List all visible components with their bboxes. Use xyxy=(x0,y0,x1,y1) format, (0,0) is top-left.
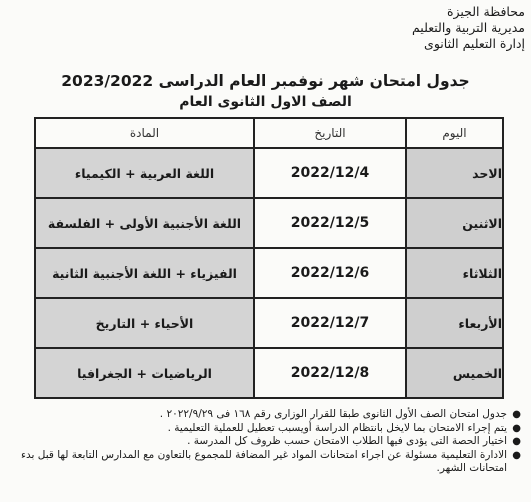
note-text: يتم إجراء الامتحان بما لايخل بانتظام الدراسة أويسبب تعطيل للعملية التعليمية . xyxy=(167,421,507,434)
list-item xyxy=(0,435,521,449)
bullet-icon: ● xyxy=(512,422,521,434)
date-cell: 2022/12/8 xyxy=(254,348,406,398)
note-text: الادارة التعليمية مسئولة عن اجراء امتحانات المواد غير المضافة للمجموع بالتعاون مع المدارس التابعة لها قبل بدء امتحانات الشهر. xyxy=(21,448,507,474)
administration-line: إدارة التعليم الثانوى xyxy=(424,36,525,51)
date-cell: 2022/12/7 xyxy=(254,298,406,348)
subject-cell: الرياضيات + الجغرافيا xyxy=(35,348,254,398)
table-row xyxy=(35,148,503,198)
issuing-authority xyxy=(412,4,525,52)
table-header-row xyxy=(35,118,503,148)
date-cell: 2022/12/4 xyxy=(254,148,406,198)
table-row xyxy=(35,198,503,248)
day-cell: الثلاثاء xyxy=(406,248,503,298)
list-item xyxy=(0,408,521,422)
document-title: جدول امتحان شهر نوفمبر العام الدراسى 2023/2022 xyxy=(61,72,470,90)
document-subtitle: الصف الاول الثانوى العام xyxy=(179,94,352,110)
governorate-line: محافظة الجيزة xyxy=(446,4,525,19)
list-item xyxy=(0,421,521,436)
date-cell: 2022/12/5 xyxy=(254,198,406,248)
day-cell: الأربعاء xyxy=(406,298,503,348)
day-cell: الخميس xyxy=(406,348,503,398)
header-subject: المادة xyxy=(35,118,254,148)
header-day: اليوم xyxy=(406,118,503,148)
exam-schedule-table xyxy=(34,117,504,399)
subject-cell: الفيزياء + اللغة الأجنبية الثانية xyxy=(35,248,254,298)
table-row xyxy=(35,348,503,398)
list-item xyxy=(0,448,521,476)
subject-cell: اللغة الأجنبية الأولى + الفلسفة xyxy=(35,198,254,248)
day-cell: الاحد xyxy=(406,148,503,198)
header-date: التاريخ xyxy=(254,118,406,148)
subject-cell: اللغة العربية + الكيمياء xyxy=(35,148,254,198)
table-row xyxy=(35,298,503,348)
day-cell: الاثنين xyxy=(406,198,503,248)
notes-list xyxy=(0,408,523,476)
bullet-icon: ● xyxy=(512,436,521,447)
bullet-icon: ● xyxy=(512,409,521,420)
note-text: اختيار الحصة التى يؤدى فيها الطلاب الامتحان حسب ظروف كل المدرسة . xyxy=(187,435,507,447)
note-text: جدول امتحان الصف الأول الثانوى طبقا للقرار الوزارى رقم ١٦٨ فى ٢٠٢٢/٩/٢٩ . xyxy=(159,408,507,420)
bullet-icon: ● xyxy=(512,449,521,461)
subject-cell: الأحياء + التاريخ xyxy=(35,298,254,348)
directorate-line: مديرية التربية والتعليم xyxy=(411,20,525,35)
date-cell: 2022/12/6 xyxy=(254,248,406,298)
table-row xyxy=(35,248,503,298)
